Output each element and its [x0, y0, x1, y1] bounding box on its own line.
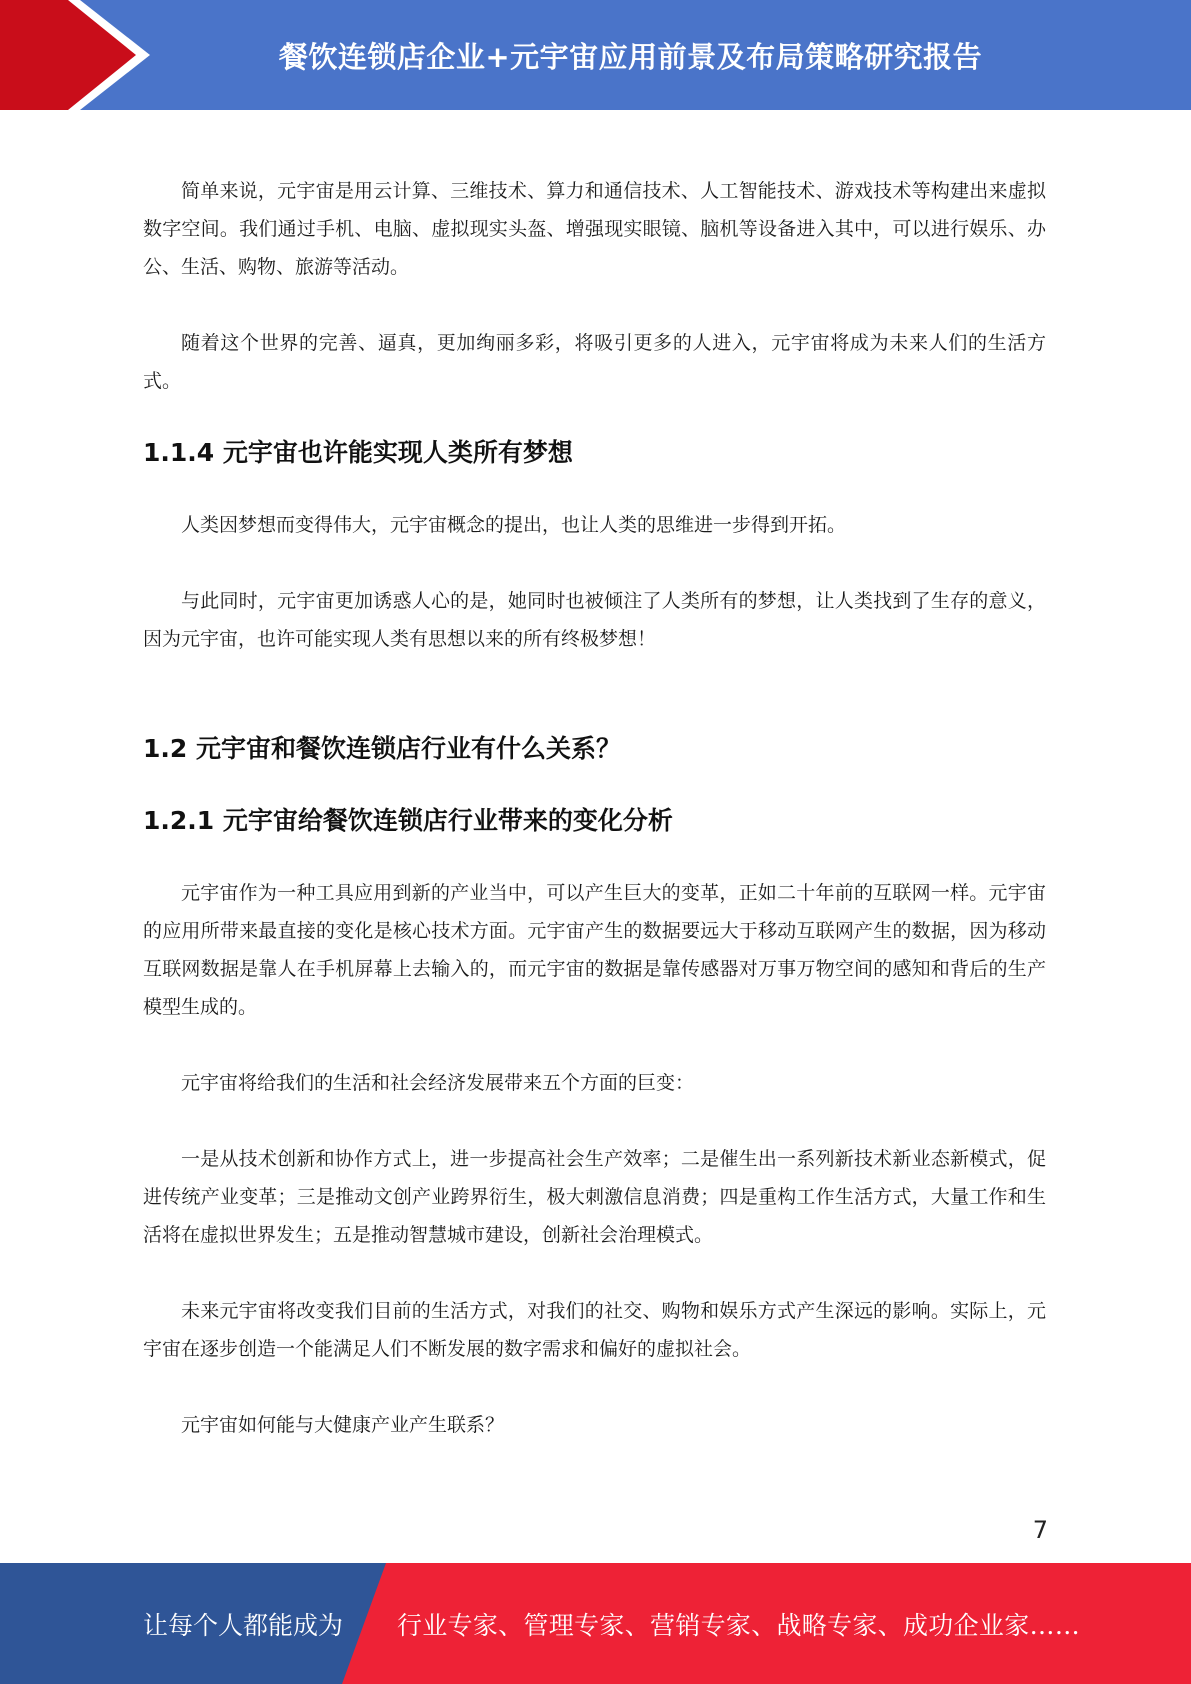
- paragraph: 简单来说，元宇宙是用云计算、三维技术、算力和通信技术、人工智能技术、游戏技术等构建出来虚拟数字空间。我们通过手机、电脑、虚拟现实头盔、增强现实眼镜、脑机等设备进入其中，可以进行娱乐、办公、生活、购物、旅游等活动。: [143, 180, 1046, 278]
- page-header: [0, 0, 1191, 110]
- footer-slogan-right: 行业专家、管理专家、营销专家、战略专家、成功企业家……: [397, 1610, 1081, 1640]
- paragraph: 随着这个世界的完善、逼真，更加绚丽多彩，将吸引更多的人进入，元宇宙将成为未来人们的生活方式。: [143, 332, 1046, 392]
- paragraph: 一是从技术创新和协作方式上，进一步提高社会生产效率；二是催生出一系列新技术新业态新模式，促进传统产业变革；三是推动文创产业跨界衍生，极大刺激信息消费；四是重构工作生活方式，大量工作和生活将在虚拟世界发生；五是推动智慧城市建设，创新社会治理模式。: [143, 1148, 1046, 1246]
- section-heading-1-1-4: 1.1.4 元宇宙也许能实现人类所有梦想: [143, 438, 573, 467]
- page-content: [143, 172, 1046, 1444]
- paragraph: 元宇宙如何能与大健康产业产生联系？: [181, 1414, 505, 1436]
- page-number: 7: [1032, 1516, 1048, 1544]
- paragraph: 元宇宙将给我们的生活和社会经济发展带来五个方面的巨变：: [181, 1072, 695, 1094]
- paragraph: 与此同时，元宇宙更加诱惑人心的是，她同时也被倾注了人类所有的梦想，让人类找到了生存的意义，因为元宇宙，也许可能实现人类有思想以来的所有终极梦想！: [143, 590, 1046, 650]
- paragraph: 元宇宙作为一种工具应用到新的产业当中，可以产生巨大的变革，正如二十年前的互联网一样。元宇宙的应用所带来最直接的变化是核心技术方面。元宇宙产生的数据要远大于移动互联网产生的数据，因为移动互联网数据是靠人在手机屏幕上去输入的，而元宇宙的数据是靠传感器对万事万物空间的感知和背后的生产模型生成的。: [143, 882, 1046, 1018]
- report-title: 餐饮连锁店企业+元宇宙应用前景及布局策略研究报告: [278, 39, 983, 74]
- section-heading-1-2-1: 1.2.1 元宇宙给餐饮连锁店行业带来的变化分析: [143, 806, 673, 835]
- paragraph: 未来元宇宙将改变我们目前的生活方式，对我们的社交、购物和娱乐方式产生深远的影响。实际上，元宇宙在逐步创造一个能满足人们不断发展的数字需求和偏好的虚拟社会。: [143, 1300, 1046, 1360]
- page-footer: [0, 1563, 1191, 1684]
- section-heading-1-2: 1.2 元宇宙和餐饮连锁店行业有什么关系？: [143, 734, 621, 763]
- paragraph: 人类因梦想而变得伟大，元宇宙概念的提出，也让人类的思维进一步得到开拓。: [181, 514, 847, 536]
- header-arrow: [0, 0, 150, 110]
- footer-slogan-left: 让每个人都能成为: [143, 1610, 344, 1640]
